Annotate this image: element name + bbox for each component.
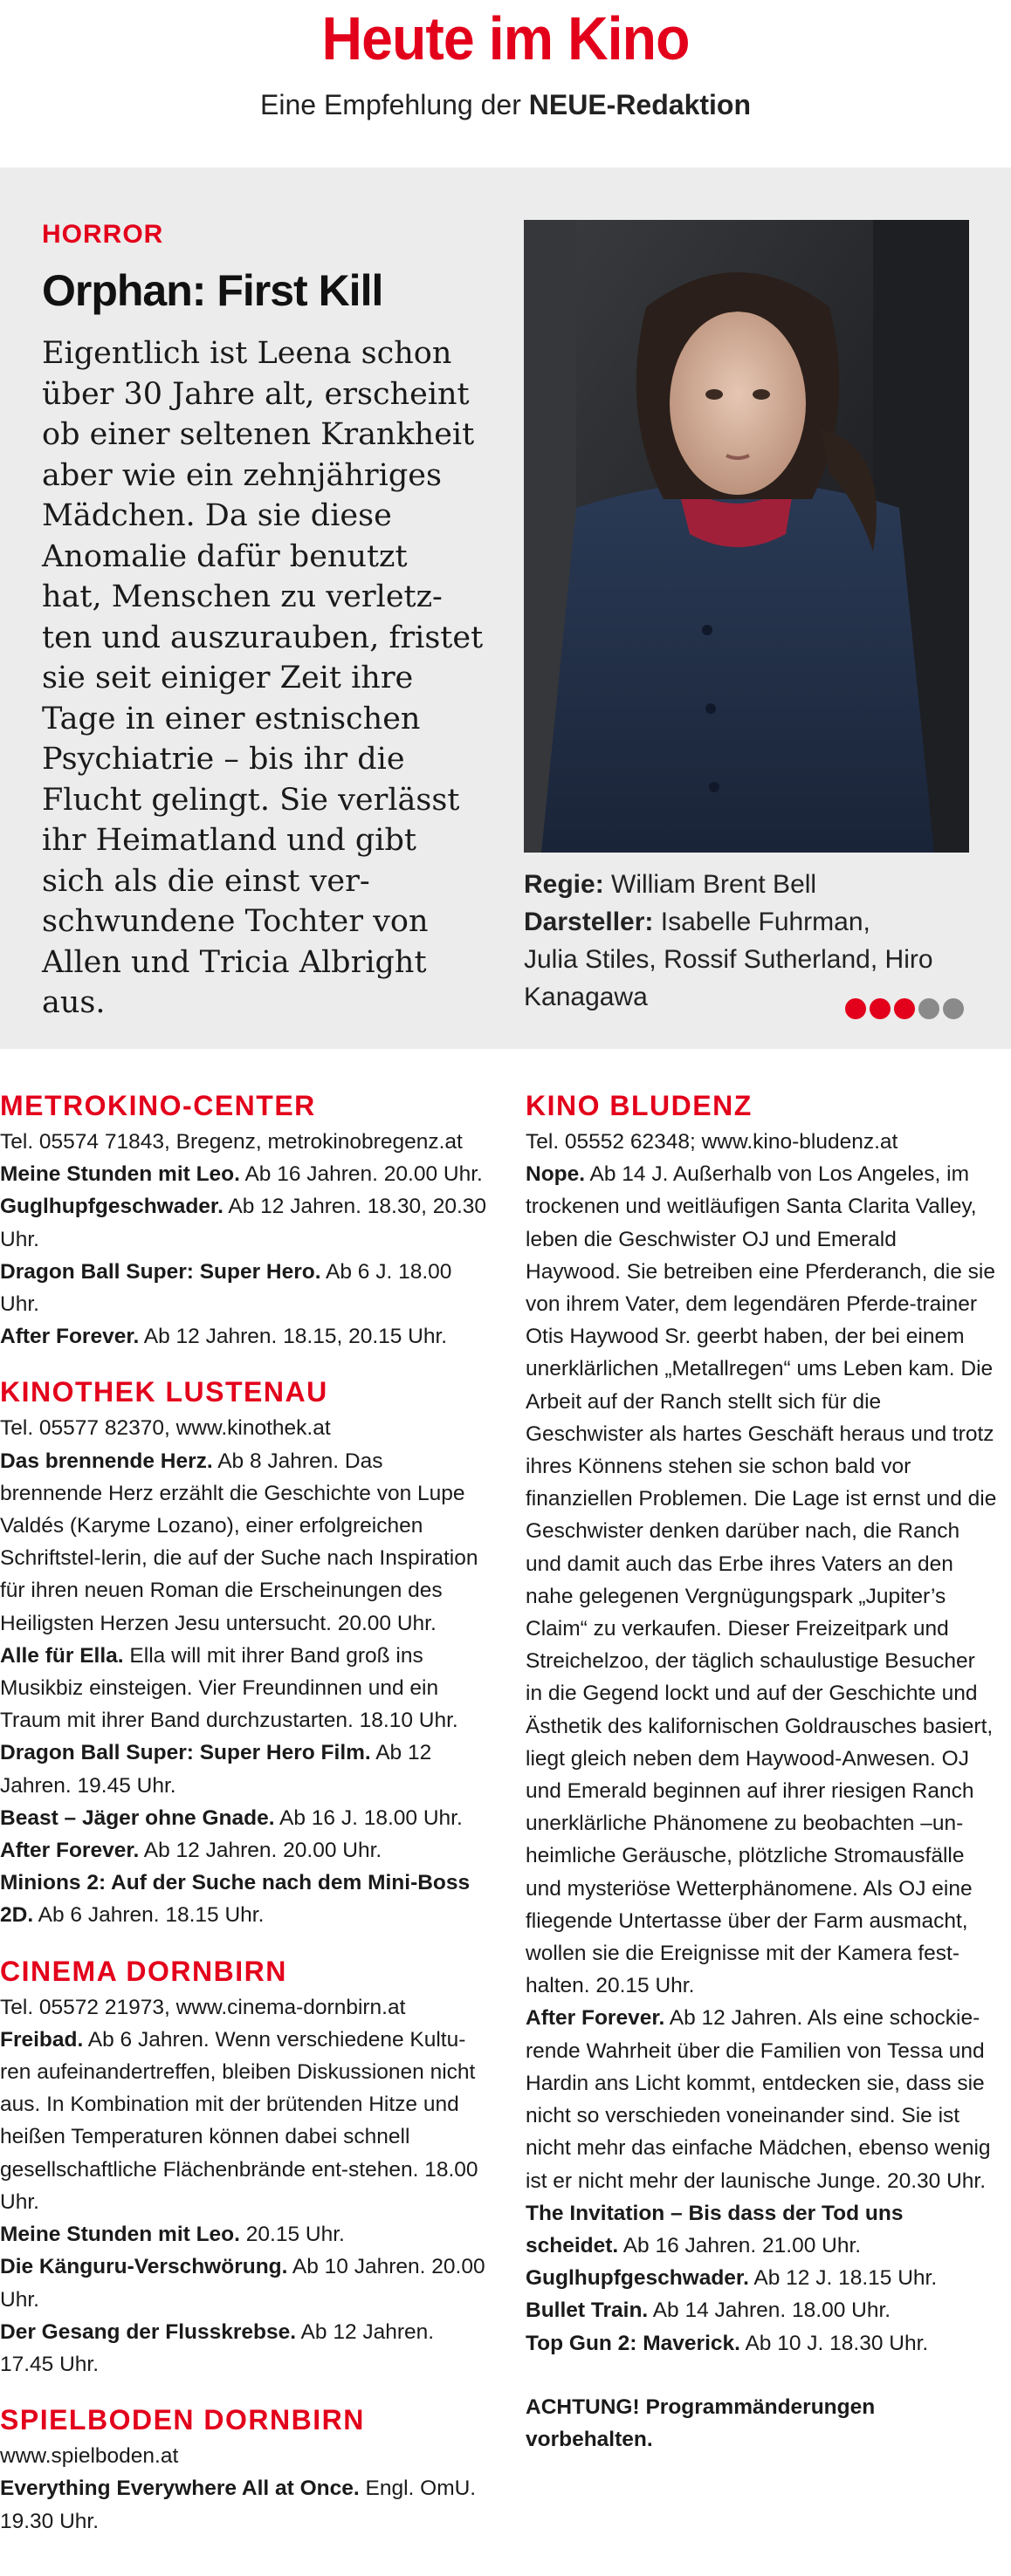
movie-info: Ab 16 Jahren. 20.00 Uhr. <box>244 1162 483 1187</box>
movie-info: Ab 16 Jahren. 21.00 Uhr. <box>622 2233 862 2257</box>
movie-title: Dragon Ball Super: Super Hero. <box>0 1259 321 1284</box>
movie-info: Ella will mit ihrer Band groß ins Musikbiz einsteigen. Vier Freundinnen und ein Traum mit ihrer Band durchzustarten. 18.10 Uhr. <box>0 1643 458 1733</box>
movie-listing <box>526 2197 997 2262</box>
movie-info: Ab 12 Jahren. Als eine schockie-rende Wahrheit über die Familien von Tessa und Hardin ans Licht kommt, entdecken sie, dass sie nicht so verschieden voneinander sind. Sie ist nicht mehr das einfache Mädchen, ebenso wenig ist er nicht mehr der launische Junge. 20.30 Uhr. <box>526 2006 991 2193</box>
featured-movie <box>0 168 1011 1049</box>
movie-title: Das brennende Herz. <box>0 1449 213 1473</box>
movie-info: Ab 12 Jahren. 19.45 Uhr. <box>0 1741 432 1798</box>
movie-title: Bullet Train. <box>526 2299 649 2323</box>
movie-title: After Forever. <box>0 1839 140 1863</box>
movie-info: Ab 8 Jahren. Das brennende Herz erzählt die Geschichte von Lupe Valdés (Karyme Lozano), einer erfolgreichen Schriftstel-lerin, die auf der Suche nach Inspiration für ihren neuen Roman die Erscheinungen des Heiligsten Herzen Jesu untersucht. 20.00 Uhr. <box>0 1449 478 1635</box>
movie-listing <box>0 2472 491 2537</box>
feature-description: Eigentlich ist Leena schon über 30 Jahre alt, erscheint ob einer seltenen Krankheit aber wie ein zehnjähriges Mädchen. Da sie diese Anomalie dafür benutzt hat, Menschen zu verletz- ten und auszurauben, fristet sie seit einiger Zeit ihre Tage in einer estnischen Psychiatrie – bis ihr die Flucht gelingt. Sie verlässt ihr Heimatland und gibt sich als die einst ver- schwundene Tochter von Allen und Tricia Albright aus. <box>42 336 484 1020</box>
movie-listing <box>0 1320 491 1353</box>
director-name: William Brent Bell <box>611 870 817 899</box>
movie-info: Ab 16 J. 18.00 Uhr. <box>279 1805 463 1830</box>
rating-dot-empty <box>943 998 964 1019</box>
movie-title: After Forever. <box>0 1325 140 1349</box>
movie-listing <box>0 1867 491 1931</box>
cinema-contact: www.spielboden.at <box>0 2444 179 2469</box>
movie-listing <box>0 1158 491 1190</box>
movie-title: Beast – Jäger ohne Gnade. <box>0 1805 275 1830</box>
movie-info: Engl. OmU. 19.30 Uhr. <box>0 2477 477 2533</box>
movie-title: After Forever. <box>526 2006 665 2031</box>
movie-info: Ab 10 Jahren. 20.00 Uhr. <box>0 2255 485 2312</box>
movie-title: Top Gun 2: Maverick. <box>526 2331 740 2355</box>
movie-listing <box>0 2024 491 2218</box>
movie-listing <box>526 2262 997 2294</box>
movie-listing <box>0 2251 491 2315</box>
movie-still-photo <box>524 220 969 853</box>
page-title: Heute im Kino <box>321 4 690 72</box>
movie-title: Alle für Ella. <box>0 1643 124 1668</box>
feature-credits <box>524 866 978 1016</box>
movie-info: Ab 12 Jahren. 20.00 Uhr. <box>143 1839 382 1863</box>
movie-info: 20.15 Uhr. <box>245 2223 345 2247</box>
movie-listing <box>0 1445 491 1640</box>
movie-listing <box>0 1834 491 1867</box>
program-change-notice: ACHTUNG! Programmänderungen vorbehalten. <box>526 2394 876 2451</box>
movie-title: Minions 2: Auf der Suche nach dem Mini-Boss 2D. <box>0 1871 471 1928</box>
subtitle-brand: NEUE-Redaktion <box>528 89 751 120</box>
movie-title: The Invitation – Bis dass der Tod uns scheidet. <box>526 2201 904 2257</box>
movie-title: Meine Stunden mit Leo. <box>0 2223 240 2247</box>
movie-info: Ab 10 J. 18.30 Uhr. <box>745 2331 929 2355</box>
cinema-contact: Tel. 05552 62348; www.kino-bludenz.at <box>526 1130 898 1154</box>
cinema-name: METROKINO-CENTER <box>0 1090 316 1121</box>
movie-title: Dragon Ball Super: Super Hero Film. <box>0 1741 371 1765</box>
movie-title: Der Gesang der Flusskrebse. <box>0 2319 297 2344</box>
rating-dot-filled <box>870 998 891 1019</box>
movie-info: Ab 14 Jahren. 18.00 Uhr. <box>652 2299 891 2323</box>
movie-info: Ab 12 Jahren. 18.30, 20.30 Uhr. <box>0 1195 486 1251</box>
movie-listing <box>0 1640 491 1737</box>
movie-listing <box>0 1190 491 1255</box>
movie-info: Ab 6 Jahren. Wenn verschiedene Kultu-ren aufeinandertreffen, bleiben Diskussionen nicht aus. In Kombination mit der brütenden Hitze und heißen Temperaturen können dabei schnell gesellschaftliche Flächenbrände ent-stehen. 18.00 Uhr. <box>0 2027 478 2214</box>
cinema-name: CINEMA DORNBIRN <box>0 1955 287 1987</box>
movie-title: Die Känguru-Verschwörung. <box>0 2255 288 2279</box>
cinema-column-right <box>526 1089 997 2456</box>
movie-info: Ab 12 Jahren. 17.45 Uhr. <box>0 2319 435 2376</box>
movie-listing <box>526 2002 997 2196</box>
cinema-contact: Tel. 05577 82370, www.kinothek.at <box>0 1416 331 1441</box>
director-label: Regie: <box>524 870 604 899</box>
rating-dot-empty <box>918 998 939 1019</box>
movie-listing <box>0 1737 491 1801</box>
movie-listing <box>526 2294 997 2326</box>
movie-listing <box>0 2316 491 2381</box>
feature-title: Orphan: First Kill <box>42 266 383 315</box>
movie-listing <box>0 1256 491 1320</box>
cinema-name: KINOTHEK LUSTENAU <box>0 1376 328 1408</box>
movie-still-illustration <box>524 220 969 853</box>
cast-names: Isabelle Fuhrman, Julia Stiles, Rossif Sutherland, Hiro Kanagawa <box>524 908 933 1011</box>
rating-dot-filled <box>845 998 866 1019</box>
cinema-name: SPIELBODEN DORNBIRN <box>0 2404 365 2436</box>
page-header <box>0 0 1011 168</box>
movie-title: Meine Stunden mit Leo. <box>0 1162 240 1187</box>
movie-listing <box>0 2218 491 2251</box>
movie-listing <box>0 1802 491 1834</box>
movie-info: Ab 14 J. Außerhalb von Los Angeles, im trockenen und weitläufigen Santa Clarita Valley, leben die Geschwister OJ und Emerald Haywood. Sie betreiben eine Pferderanch, die sie von ihrem Vater, dem legendären Pferde-trainer Otis Haywood Sr. geerbt haben, der bei einem unerklärlichen „Metallregen“ ums Leben kam. Die Arbeit auf der Ranch stellt sich für die Geschwister als hartes Geschäft heraus und trotz ihres Könnens stehen sie schon bald vor finanziellen Problemen. Die Lage ist ernst und die Geschwister denken darüber nach, die Ranch und damit auch das Erbe ihres Vaters an den nahe gelegenen Vergnügungspark „Jupiter’s Claim“ zu verkaufen. Dieser Freizeitpark und Streichelzoo, der täglich schaulustige Besucher in die Gegend lockt und auf der Geschichte und Ästhetik des kalifornischen Goldrausches basiert, liegt gleich neben dem Haywood-Anwesen. OJ und Emerald beginnen auf ihrer riesigen Ranch unerklärliche Phänomene zu beobachten –un-heimliche Geräusche, plötzliche Stromausfälle und mysteriöse Wetterphänomene. Als OJ eine fliegende Untertasse über der Farm ausmacht, wollen sie die Ereignisse mit der Kamera fest-halten. 20.15 Uhr. <box>526 1162 997 1998</box>
movie-title: Guglhupfgeschwader. <box>526 2266 749 2291</box>
movie-info: Ab 12 J. 18.15 Uhr. <box>753 2266 938 2291</box>
cast-label: Darsteller: <box>524 908 654 936</box>
movie-title: Everything Everywhere All at Once. <box>0 2477 360 2501</box>
movie-info: Ab 12 Jahren. 18.15, 20.15 Uhr. <box>143 1325 448 1349</box>
movie-info: Ab 6 J. 18.00 Uhr. <box>0 1259 452 1317</box>
cinema-contact: Tel. 05572 21973, www.cinema-dornbirn.at <box>0 1995 406 2019</box>
page-subtitle <box>0 89 1011 121</box>
rating-dot-filled <box>894 998 915 1019</box>
cinema-column-left <box>0 1089 491 2538</box>
movie-listing <box>526 1158 997 2002</box>
cinema-contact: Tel. 05574 71843, Bregenz, metrokinobregenz.at <box>0 1130 463 1154</box>
cinema-name: KINO BLUDENZ <box>526 1090 753 1121</box>
movie-info: Ab 6 Jahren. 18.15 Uhr. <box>38 1903 265 1928</box>
movie-listing <box>526 2327 997 2360</box>
movie-title: Nope. <box>526 1162 586 1187</box>
movie-title: Freibad. <box>0 2027 84 2052</box>
subtitle-prefix: Eine Empfehlung der <box>260 89 529 120</box>
feature-genre: HORROR <box>42 220 164 249</box>
rating-dots <box>845 998 964 1019</box>
movie-title: Guglhupfgeschwader. <box>0 1195 224 1219</box>
